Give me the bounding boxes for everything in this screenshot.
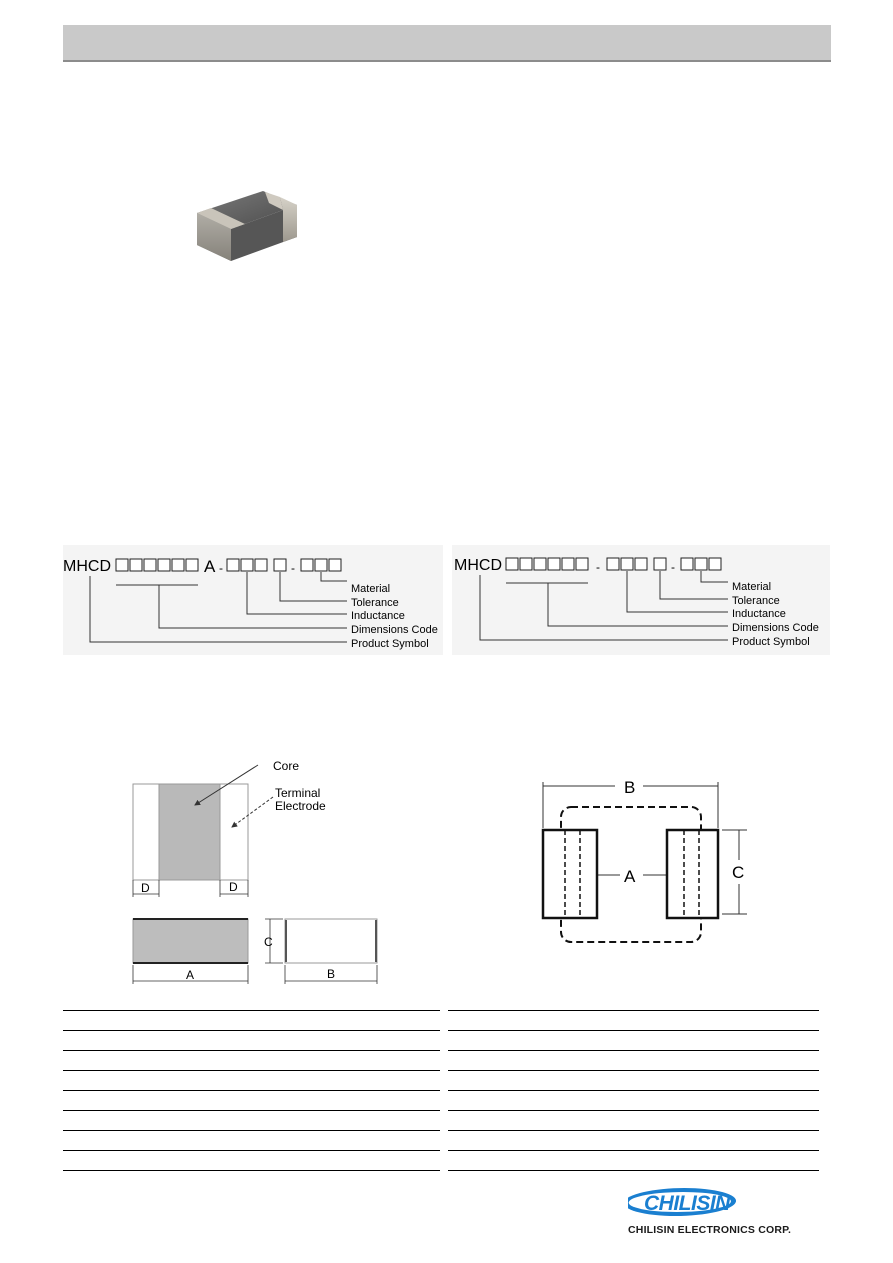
logo-wordmark: CHILISIN bbox=[644, 1192, 730, 1215]
pad-right bbox=[667, 830, 718, 918]
dim-d-left: D bbox=[141, 881, 150, 895]
pn-left-label-material: Material bbox=[351, 583, 391, 595]
land-dim-a: A bbox=[624, 867, 636, 886]
pn-left-dash-2: - bbox=[291, 561, 295, 575]
pn-left-label-dimensions: Dimensions Code bbox=[351, 624, 438, 636]
end-view-body bbox=[285, 919, 377, 963]
company-name: CHILISIN ELECTRONICS CORP. bbox=[628, 1224, 792, 1236]
part-number-panel-left bbox=[63, 545, 443, 655]
pn-right-label-product: Product Symbol bbox=[732, 636, 810, 648]
land-dim-c: C bbox=[732, 863, 745, 882]
construction-diagram bbox=[125, 755, 390, 990]
terminal-label-2: Electrode bbox=[275, 799, 326, 813]
dim-c: C bbox=[264, 935, 273, 949]
dim-a: A bbox=[186, 968, 195, 982]
pn-right-dash-1: - bbox=[596, 560, 600, 574]
pn-right-label-tolerance: Tolerance bbox=[732, 595, 780, 607]
pn-right-code-boxes bbox=[506, 558, 588, 570]
pn-right-label-dimensions: Dimensions Code bbox=[732, 622, 819, 634]
pn-left-inductance-boxes bbox=[227, 559, 286, 571]
dim-d-right: D bbox=[229, 880, 238, 894]
product-photo bbox=[185, 183, 310, 273]
pn-left-material-boxes bbox=[301, 559, 341, 571]
pn-left-prefix: MHCD bbox=[63, 558, 111, 575]
pad-left bbox=[543, 830, 597, 918]
pn-left-label-product: Product Symbol bbox=[351, 638, 429, 650]
pn-left-suffix: A bbox=[204, 557, 216, 576]
core-region bbox=[159, 784, 220, 880]
pn-right-dash-2: - bbox=[671, 560, 675, 574]
terminal-label-1: Terminal bbox=[275, 786, 321, 800]
dim-b: B bbox=[327, 967, 336, 981]
pn-left-label-tolerance: Tolerance bbox=[351, 597, 399, 609]
pn-right-inductance-boxes bbox=[607, 558, 666, 570]
part-number-panel-right bbox=[452, 545, 830, 655]
pn-right-prefix: MHCD bbox=[454, 557, 502, 574]
header-bar bbox=[63, 25, 831, 62]
pn-left-label-inductance: Inductance bbox=[351, 610, 405, 622]
land-pattern-diagram bbox=[535, 772, 765, 950]
pn-right-label-material: Material bbox=[732, 581, 772, 593]
side-view-body bbox=[133, 919, 248, 963]
pn-right-label-inductance: Inductance bbox=[732, 608, 786, 620]
land-dim-b: B bbox=[624, 778, 636, 797]
pn-left-code-boxes bbox=[116, 559, 198, 571]
pn-right-material-boxes bbox=[681, 558, 721, 570]
pn-left-dash-1: - bbox=[219, 561, 223, 575]
core-label: Core bbox=[273, 759, 300, 773]
